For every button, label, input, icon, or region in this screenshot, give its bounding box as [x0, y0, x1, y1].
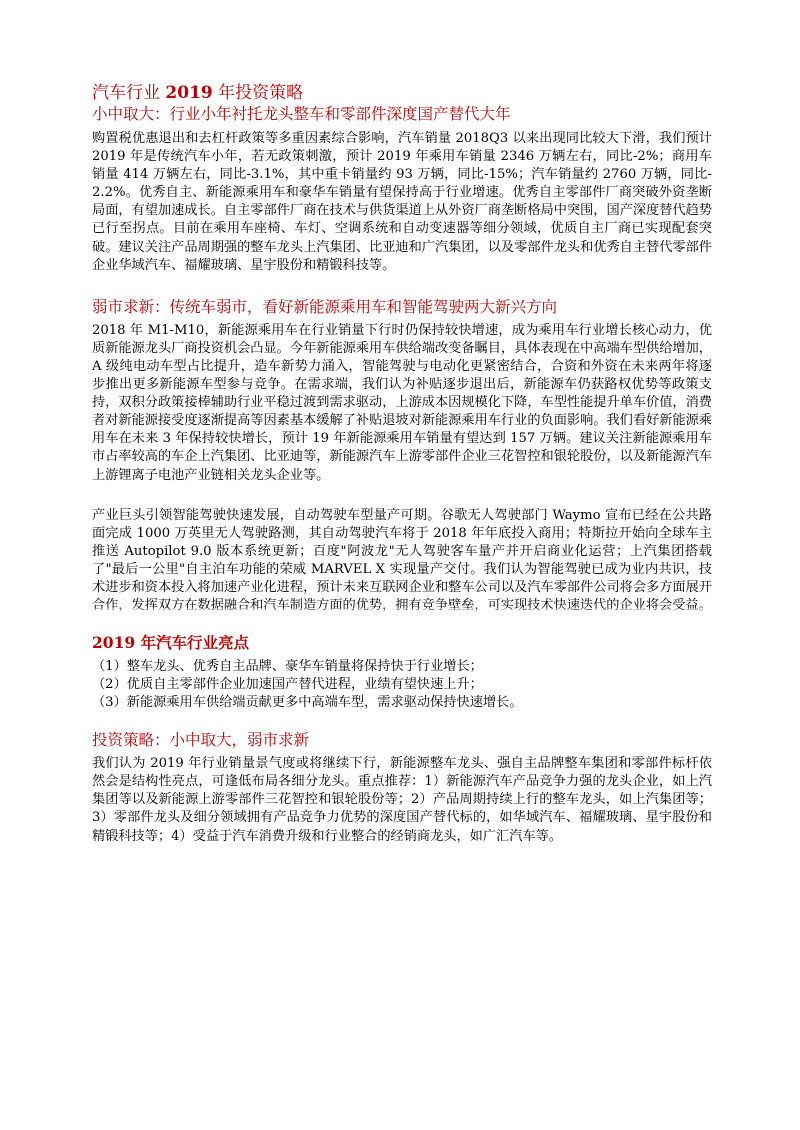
new-energy-paragraph: 2018 年 M1-M10，新能源乘用车在行业销量下行时仍保持较快增速，成为乘用车行业增长核心动力，优质新能源龙头厂商投资机会凸显。今年新能源乘用车供给端改变备瞩目，具体表现在中高端车型供给增加，A 级纯电动车型占比提升，造车新势力涌入，智能驾驶与电动化更紧密结合，合资和外资在未来两年将逐步推出更多新能源车型参与竞争。在需求端，我们认为补贴逐步退出后，新能源车仍获路权优势等政策支持，双积分政策接棒辅助行业平稳过渡到需求驱动，上游成本因规模化下降，车型性能提升单车价值，消费者对新能源接受度逐渐提高等因素基本缓解了补贴退坡对新能源乘用车行业的负面影响。我们看好新能源乘用车在未来 3 年保持较快增长，预计 19 年新能源乘用车销量有望达到 157 万辆。建议关注新能源乘用车市占率较高的车企上汽集团、比亚迪等，新能源汽车上游零部件企业三花智控和银轮股份，以及新能源汽车上游锂离子电池产业链相关龙头企业等。 [92, 322, 712, 483]
smart-driving-paragraph: 产业巨头引领智能驾驶快速发展，自动驾驶车型量产可期。谷歌无人驾驶部门 Waymo 宣布已经在公共路面完成 1000 万英里无人驾驶路测，其自动驾驶汽车将于 2018 年年底投入商用；特斯拉开始向全球车主推送 Autopilot 9.0 版本系统更新；百度"阿波龙"无人驾驶客车量产并开启商业化运营；上汽集团搭载了"最后一公里"自主泊车功能的荣威 MARVEL X 实现量产交付。我们认为智能驾驶已成为业内共识，技术进步和资本投入将加速产业化进程，预计未来互联网企业和整车公司以及汽车零部件公司将会多方面展开合作，发挥双方在数据融合和汽车制造方面的优势，拥有竞争壁垒，可实现技术快速迭代的企业将会受益。 [92, 507, 712, 614]
section-title-new-energy: 弱市求新：传统车弱市，看好新能源乘用车和智能驾驶两大新兴方向 [92, 297, 558, 316]
document-subtitle: 小中取大：行业小年衬托龙头整车和零部件深度国产替代大年 [92, 105, 511, 123]
document-page [92, 82, 712, 846]
section-title-highlights: 2019 年汽车行业亮点 [92, 633, 250, 653]
intro-paragraph: 购置税优惠退出和去杠杆政策等多重因素综合影响，汽车销量 2018Q3 以来出现同比较大下滑，我们预计 2019 年是传统汽车小年，若无政策刺激，预计 2019 年乘用车销量 2346 万辆左右，同比-2%；商用车销量 414 万辆左右，同比-3.1%，其中重卡销量约 93 万辆，同比-15%；汽车销量约 2760 万辆，同比-2.2%。优秀自主、新能源乘用车和豪华车销量有望保持高于行业增速。优秀自主零部件厂商突破外资垄断局面，有望加速成长。自主零部件厂商在技术与供货渠道上从外资厂商垄断格局中突围，国产深度替代趋势已行至拐点。目前在乘用车座椅、车灯、空调系统和自动变速器等细分领域，优质自主厂商已实现配套突破。建议关注产品周期强的整车龙头上汽集团、比亚迪和广汽集团，以及零部件龙头和优秀自主替代零部件企业华域汽车、福耀玻璃、星宇股份和精锻科技等。 [92, 131, 712, 273]
section-title-strategy: 投资策略：小中取大，弱市求新 [92, 731, 310, 750]
title-year: 2019 [165, 83, 213, 103]
list-item: （3）新能源乘用车供给端贡献更多中高端车型，需求驱动保持快速增长。 [92, 695, 523, 711]
document-title [92, 82, 712, 104]
title-prefix: 汽车行业 [92, 83, 166, 103]
highlights-list [92, 658, 712, 712]
list-item: （2）优质自主零部件企业加速国产替代进程，业绩有望快速上升； [92, 677, 483, 693]
strategy-paragraph: 我们认为 2019 年行业销量景气度或将继续下行，新能源整车龙头、强自主品牌整车集团和零部件标杆依然会是结构性亮点，可逢低布局各细分龙头。重点推荐：1）新能源汽车产品竞争力强的龙头企业，如上汽集团等以及新能源上游零部件三花智控和银轮股份等；2）产品周期持续上行的整车龙头，如上汽集团等；3）零部件龙头及细分领域拥有产品竞争力优势的深度国产替代标的，如华域汽车、福耀玻璃、星宇股份和精锻科技等；4）受益于汽车消费升级和行业整合的经销商龙头，如广汇汽车等。 [92, 756, 712, 844]
list-item: （1）整车龙头、优秀自主品牌、豪华车销量将保持快于行业增长； [92, 659, 483, 675]
watermark-band [92, 608, 712, 630]
title-suffix: 年投资策略 [212, 83, 304, 103]
